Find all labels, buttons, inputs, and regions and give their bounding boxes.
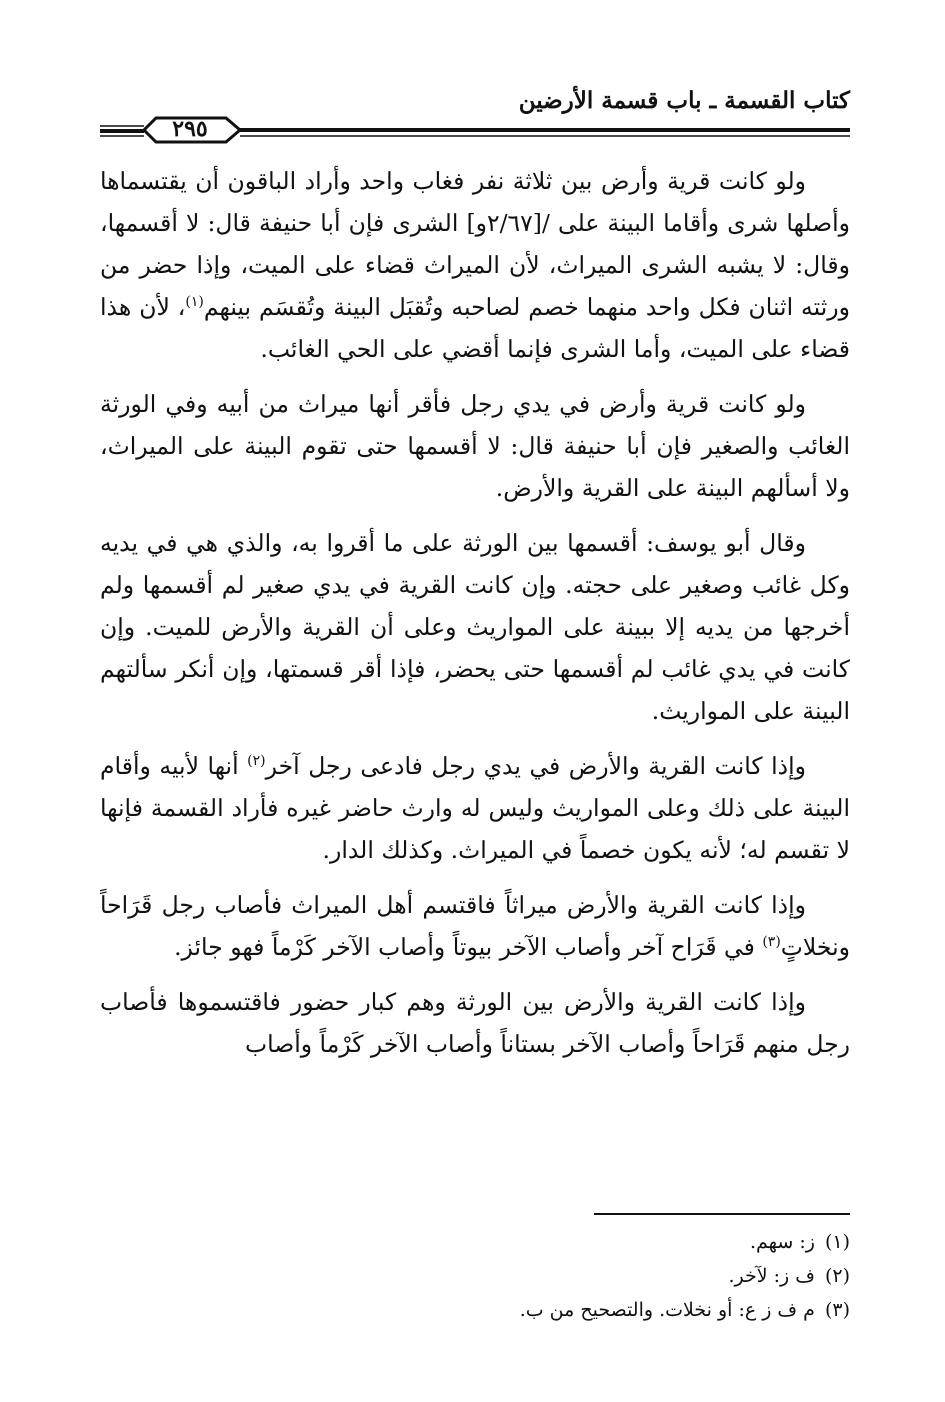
paragraph-text: ، لأن هذا قضاء على الميت، وأما الشرى فإنما أقضي على الحي الغائب. bbox=[100, 293, 850, 363]
footnote-number: (٢) bbox=[824, 1265, 850, 1287]
paragraph-text: وقال أبو يوسف: أقسمها بين الورثة على ما أقروا به، والذي هي في يديه وكل غائب وصغير على حجته. وإن كانت القرية في يدي صغير لم أقسمها ولم أخرجها من يديه إلا ببينة على المواريث وعلى أن القرية والأرض للميت. وإن كانت في يدي غائب لم أقسمها حتى يحضر، فإذا أقر قسمتها، وإن أنكر سألتهم البينة على المواريث. bbox=[100, 529, 850, 725]
footnote-separator bbox=[594, 1213, 850, 1215]
paragraph bbox=[100, 383, 850, 509]
page-number: ٢٩٥ bbox=[172, 116, 208, 142]
paragraph bbox=[100, 160, 850, 370]
paragraph-text: وإذا كانت القرية والأرض بين الورثة وهم كبار حضور فاقتسموها فأصاب رجل منهم قَرَاحاً وأصاب الآخر بستاناً وأصاب الآخر كَرْماً وأصاب bbox=[100, 988, 850, 1058]
footnote bbox=[100, 1293, 850, 1327]
footnotes bbox=[100, 1225, 850, 1327]
paragraph-text: ولو كانت قرية وأرض في يدي رجل فأقر أنها ميراث من أبيه وفي الورثة الغائب والصغير فإن أبا حنيفة قال: لا أقسمها حتى تقوم البينة على الميراث، ولا أسألهم البينة على القرية والأرض. bbox=[100, 390, 850, 502]
footnote-reference: (٣) bbox=[762, 934, 781, 951]
paragraph-text: وإذا كانت القرية والأرض ميراثاً فاقتسم أهل الميراث فأصاب رجل قَرَاحاً ونخلاتٍ bbox=[100, 891, 850, 961]
paragraph-text: ولو كانت قرية وأرض بين ثلاثة نفر فغاب واحد وأراد الباقون أن يقتسماها وأصلها شرى وأقاما البينة على /[٢/٦٧و] الشرى فإن أبا حنيفة قال: لا أقسمها، وقال: لا يشبه الشرى الميراث، لأن الميراث قضاء على الميت، وإذا حضر من ورثته اثنان فكل واحد منهما خصم لصاحبه وتُقبَل البينة وتُقسَم بينهم bbox=[100, 167, 851, 321]
footnote-text: ف ز: لآخر. bbox=[728, 1265, 815, 1287]
footnote-reference: (٢) bbox=[247, 753, 266, 770]
paragraph-text: أنها لأبيه وأقام البينة على ذلك وعلى المواريث وليس له وارث حاضر غيره فأراد القسمة فإنها لا تقسم له؛ لأنه يكون خصماً في الميراث. وكذلك الدار. bbox=[100, 752, 850, 864]
paragraph bbox=[100, 884, 850, 968]
page-header bbox=[100, 86, 850, 146]
paragraph bbox=[100, 981, 850, 1065]
main-text bbox=[100, 160, 850, 1078]
paragraph-text: في قَرَاح آخر وأصاب الآخر بيوتاً وأصاب الآخر كَرْماً فهو جائز. bbox=[174, 933, 763, 961]
footnote bbox=[100, 1225, 850, 1259]
footnote-reference: (١) bbox=[185, 294, 204, 311]
paragraph bbox=[100, 522, 850, 732]
paragraph bbox=[100, 745, 850, 871]
paragraph-text: وإذا كانت القرية والأرض في يدي رجل فادعى رجل آخر bbox=[265, 752, 806, 780]
footnote-text: ز: سهم. bbox=[749, 1231, 815, 1253]
running-title: كتاب القسمة ـ باب قسمة الأرضين bbox=[518, 87, 850, 114]
footnote-text: م ف ز ع: أو نخلات. والتصحيح من ب. bbox=[519, 1299, 815, 1321]
footnote-number: (١) bbox=[824, 1231, 850, 1253]
header-rule bbox=[100, 112, 850, 146]
footnote bbox=[100, 1259, 850, 1293]
footnote-number: (٣) bbox=[824, 1299, 850, 1321]
